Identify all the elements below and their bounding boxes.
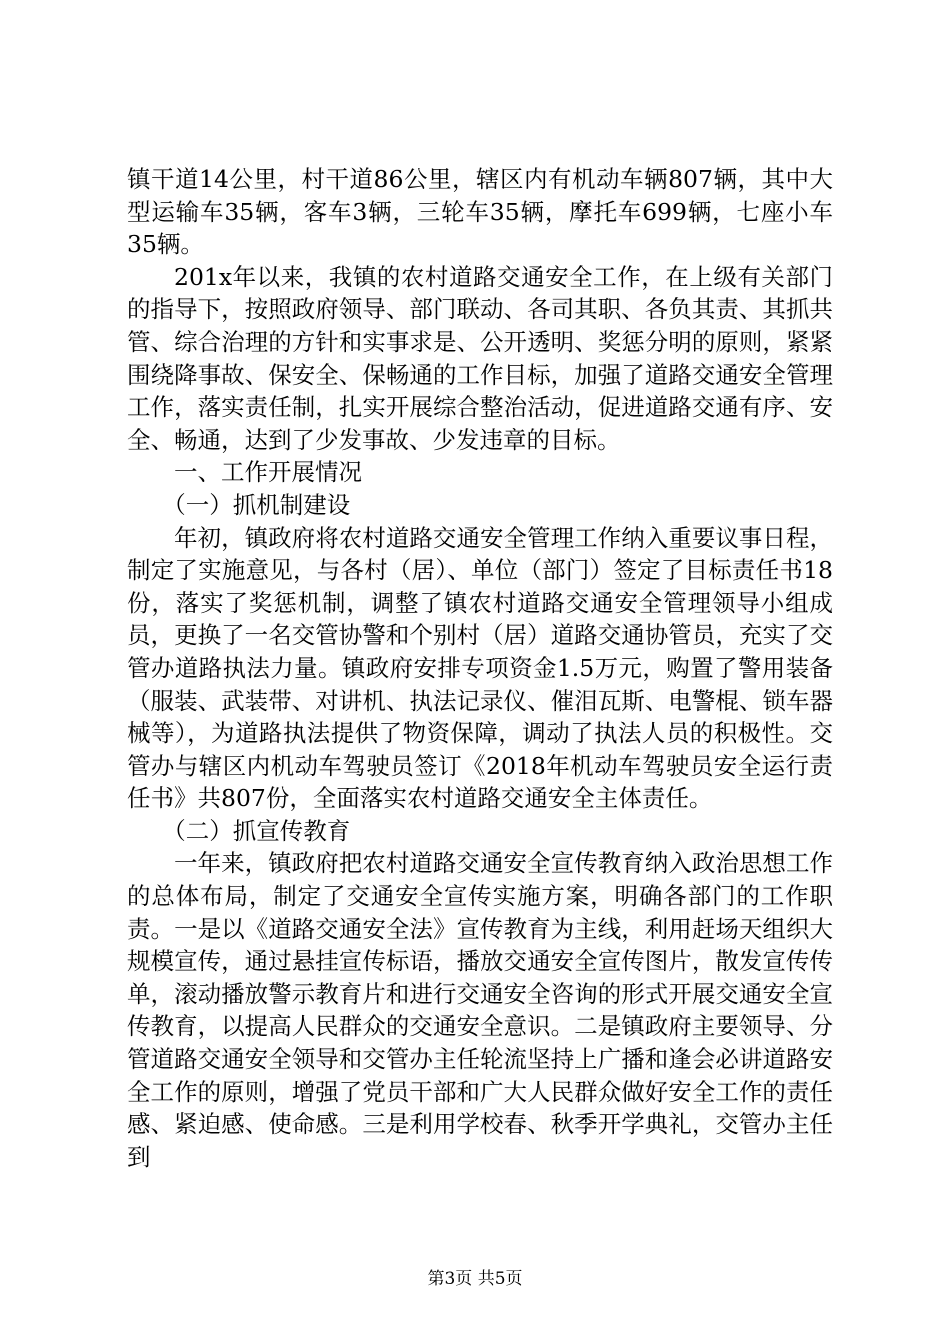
document-body <box>127 163 833 1173</box>
paragraph-education: 一年来，镇政府把农村道路交通安全宣传教育纳入政治思想工作的总体布局，制定了交通安全宣传实施方案，明确各部门的工作职责。一是以《道路交通安全法》宣传教育为主线，利用赶场天组织大规模宣传，通过悬挂宣传标语，播放交通安全宣传图片，散发宣传传单，滚动播放警示教育片和进行交通安全咨询的形式开展交通安全宣传教育，以提高人民群众的交通安全意识。二是镇政府主要领导、分管道路交通安全领导和交管办主任轮流坚持上广播和逢会必讲道路安全工作的原则，增强了党员干部和广大人民群众做好安全工作的责任感、紧迫感、使命感。三是利用学校春、秋季开学典礼，交管办主任到 <box>127 849 833 1171</box>
page-footer: 第3页 共5页 <box>427 1269 523 1289</box>
paragraph-continuation: 镇干道14公里，村干道86公里，辖区内有机动车辆807辆，其中大型运输车35辆，客车3辆，三轮车35辆，摩托车699辆，七座小车35辆。 <box>127 165 833 259</box>
subsection-heading-mechanism: （一）抓机制建设 <box>162 490 351 519</box>
paragraph-mechanism: 年初，镇政府将农村道路交通安全管理工作纳入重要议事日程，制定了实施意见，与各村（居）、单位（部门）签定了目标责任书18份，落实了奖惩机制，调整了镇农村道路交通安全管理领导小组成员，更换了一名交管协警和个别村（居）道路交通协管员，充实了交管办道路执法力量。镇政府安排专项资金1.5万元，购置了警用装备（服装、武装带、对讲机、执法记录仪、催泪瓦斯、电警棍、锁车器械等），为道路执法提供了物资保障，调动了执法人员的积极性。交管办与辖区内机动车驾驶员签订《2018年机动车驾驶员安全运行责任书》共807份，全面落实农村道路交通安全主体责任。 <box>127 523 833 813</box>
paragraph-intro: 201x年以来，我镇的农村道路交通安全工作，在上级有关部门的指导下，按照政府领导、部门联动、各司其职、各负其责、其抓共管、综合治理的方针和实事求是、公开透明、奖惩分明的原则，紧紧围绕降事故、保安全、保畅通的工作目标，加强了道路交通安全管理工作，落实责任制，扎实开展综合整治活动，促进道路交通有序、安全、畅通，达到了少发事故、少发违章的目标。 <box>127 262 833 454</box>
subsection-heading-education: （二）抓宣传教育 <box>162 816 351 845</box>
section-heading: 一、工作开展情况 <box>174 458 362 487</box>
